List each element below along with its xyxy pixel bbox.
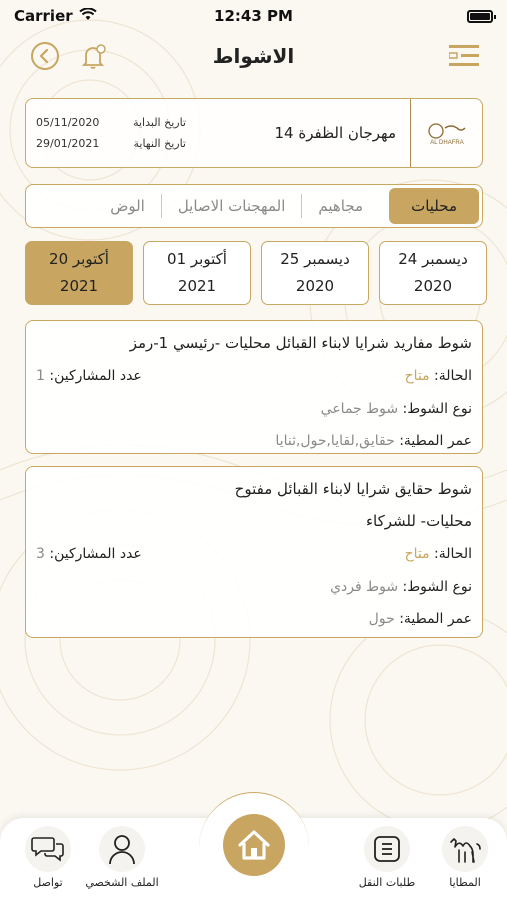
race-type-value: شوط جماعي [320, 401, 399, 417]
status-label: الحالة: [434, 368, 472, 384]
start-date-label: تاريخ البداية [133, 116, 186, 129]
tab-majaheem[interactable]: مجاهيم [301, 194, 379, 218]
bottom-tab-bar [0, 818, 507, 900]
nav-profile[interactable] [82, 826, 162, 889]
page-title: الاشواط [212, 44, 295, 68]
chevron-left-icon [30, 41, 60, 71]
date-chip-year: 2020 [413, 277, 453, 295]
camel-age-label: عمر المطية: [399, 433, 472, 449]
wifi-icon [79, 7, 97, 25]
tab-wodh[interactable]: الوض [110, 197, 145, 215]
notifications-button[interactable] [78, 40, 110, 72]
date-chip[interactable] [143, 241, 251, 305]
date-chip[interactable] [261, 241, 369, 305]
camel-age-value: حقايق,لقايا,حول,ثنايا [275, 433, 395, 449]
race-card[interactable] [25, 320, 483, 454]
status-label: الحالة: [434, 546, 472, 562]
nav-contact-label: تواصل [33, 876, 63, 889]
carrier-label: Carrier [14, 7, 73, 25]
participants-value: 1 [36, 368, 45, 384]
bell-icon [78, 40, 110, 72]
end-date-label: تاريخ النهاية [133, 137, 186, 150]
status-bar [0, 0, 507, 32]
nav-bar [0, 34, 507, 78]
camel-age-label: عمر المطية: [399, 611, 472, 627]
chat-icon [25, 826, 71, 872]
date-chip-day: 25 ديسمبر [280, 250, 350, 268]
back-button[interactable] [30, 41, 60, 71]
race-card[interactable] [25, 466, 483, 638]
menu-button[interactable] [449, 43, 479, 69]
participants-label: عدد المشاركين: [49, 368, 142, 384]
camel-icon [442, 826, 488, 872]
category-tabs [25, 184, 483, 228]
tab-pure-breeds[interactable]: المهجنات الاصايل [161, 194, 302, 218]
nav-transport[interactable] [347, 826, 427, 889]
date-chip-day: 01 أكتوبر [167, 250, 227, 268]
nav-camels[interactable] [425, 826, 505, 889]
date-chip[interactable] [379, 241, 487, 305]
date-chip-day: 20 أكتوبر [49, 250, 109, 268]
end-date: 29/01/2021 [36, 137, 100, 150]
date-chip-year: 2020 [295, 277, 335, 295]
race-type-label: نوع الشوط: [402, 401, 472, 417]
date-chip-day: 24 ديسمبر [398, 250, 468, 268]
status-value: متاح [404, 546, 430, 562]
race-title-line2: محليات- للشركاء [365, 512, 472, 530]
race-title: شوط مفاريد شرايا لابناء القبائل محليات -رئيسي 1-رمز [129, 334, 472, 352]
start-date: 05/11/2020 [36, 116, 100, 129]
home-icon [235, 826, 273, 864]
race-type-value: شوط فردي [330, 579, 399, 595]
date-chip-year: 2021 [177, 277, 217, 295]
race-title: شوط حقايق شرايا لابناء القبائل مفتوح [234, 480, 472, 498]
event-logo [410, 99, 482, 167]
camel-age-value: حول [368, 611, 395, 627]
nav-profile-label: الملف الشخصي [85, 876, 159, 889]
battery-level [470, 13, 490, 20]
race-type-label: نوع الشوط: [402, 579, 472, 595]
nav-camels-label: المطايا [449, 876, 481, 889]
user-icon [99, 826, 145, 872]
tab-local[interactable]: محليات [389, 188, 479, 224]
nav-transport-label: طلبات النقل [358, 876, 416, 889]
nav-contact[interactable] [8, 826, 88, 889]
date-selector [25, 241, 507, 305]
date-chip-year: 2021 [59, 277, 99, 295]
event-logo-text: AL DHAFRA [429, 140, 464, 146]
event-name: مهرجان الظفرة 14 [274, 124, 396, 142]
menu-icon [449, 43, 479, 69]
participants-label: عدد المشاركين: [49, 546, 142, 562]
event-dates [26, 112, 186, 154]
participants-value: 3 [36, 546, 45, 562]
date-chip[interactable] [25, 241, 133, 305]
list-icon [364, 826, 410, 872]
status-value: متاح [404, 368, 430, 384]
status-time: 12:43 PM [214, 7, 293, 25]
home-button[interactable] [223, 814, 285, 876]
event-card[interactable] [25, 98, 483, 168]
battery-icon [467, 10, 493, 23]
